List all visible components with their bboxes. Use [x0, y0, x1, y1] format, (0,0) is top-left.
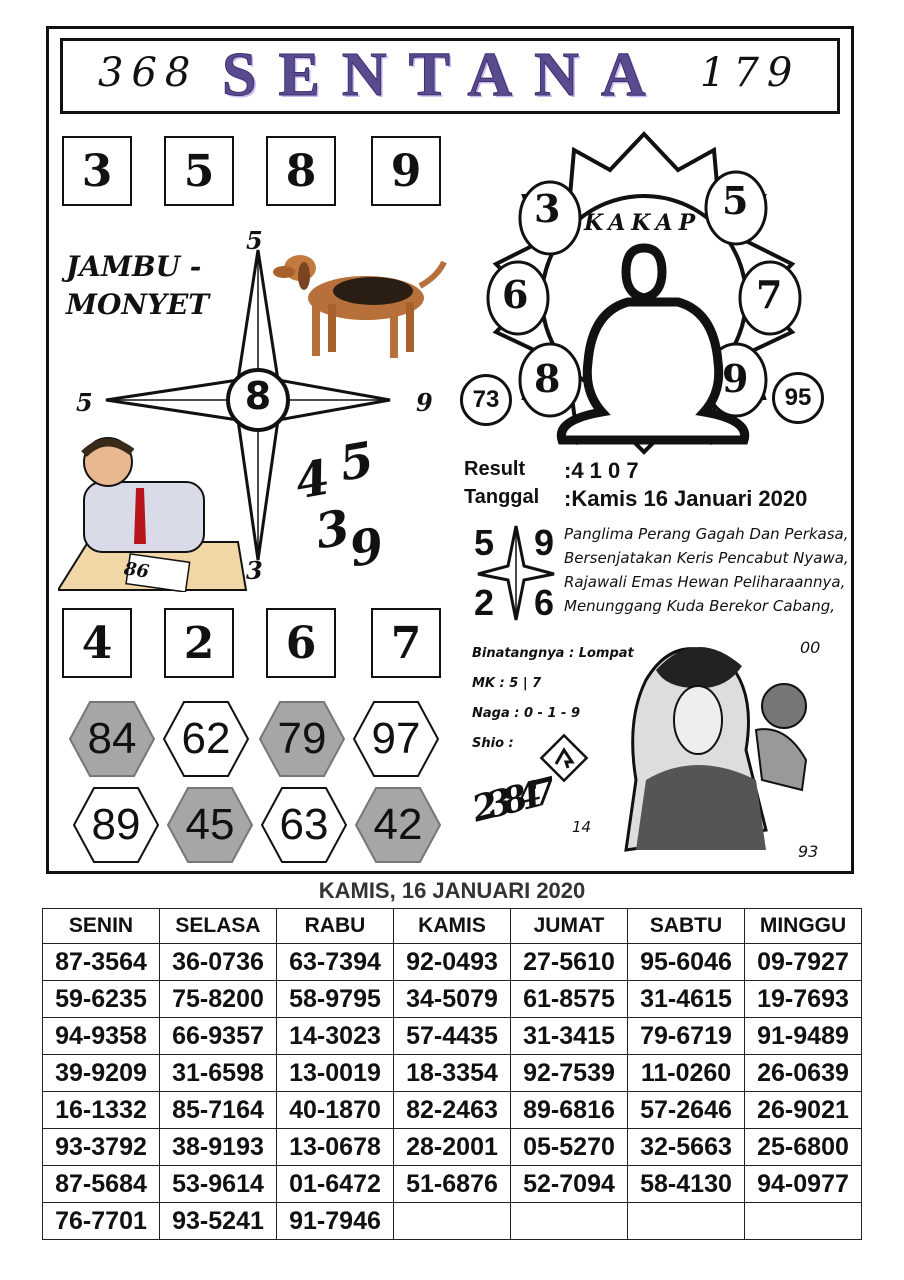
- hex-number: [162, 700, 250, 778]
- poem: [564, 522, 849, 618]
- table-cell: 16-1332: [43, 1092, 160, 1129]
- bottom-number-box: 2: [164, 608, 234, 678]
- shio-label: JAMBU - MONYET: [66, 250, 210, 321]
- table-cell: 09-7927: [745, 944, 862, 981]
- column-header: JUMAT: [511, 909, 628, 944]
- small-star-number: 9: [534, 522, 555, 563]
- table-cell: 01-6472: [277, 1166, 394, 1203]
- column-header: SELASA: [160, 909, 277, 944]
- table-cell: 51-6876: [394, 1166, 511, 1203]
- table-caption: KAMIS, 16 JANUARI 2020: [318, 878, 586, 903]
- table-row: [43, 1203, 862, 1240]
- table-cell: 31-6598: [160, 1055, 277, 1092]
- handwritten-digit: 5: [335, 431, 379, 493]
- top-number-box: 3: [62, 136, 132, 206]
- table-cell: 95-6046: [628, 944, 745, 981]
- table-row: [43, 1166, 862, 1203]
- worried-man-icon: [58, 432, 248, 592]
- star-bottom-number: 3: [246, 556, 263, 585]
- page-title: SENTANA: [222, 41, 668, 109]
- small-number-93: 93: [798, 842, 819, 861]
- petal-number: 7: [756, 272, 783, 317]
- table-cell: [745, 1203, 862, 1240]
- small-star-number: 5: [474, 522, 495, 563]
- table-row: [43, 944, 862, 981]
- hex-value: 45: [185, 800, 235, 849]
- table-cell: 34-5079: [394, 981, 511, 1018]
- hex-value: 79: [277, 714, 327, 763]
- handwritten-digit: 4: [291, 449, 335, 511]
- dog-icon: [268, 236, 448, 366]
- table-cell: 25-6800: [745, 1129, 862, 1166]
- header-right-number: 179: [700, 50, 801, 96]
- small-number-00: 00: [800, 638, 821, 657]
- poem-line: Bersenjatakan Keris Pencabut Nyawa,: [564, 549, 849, 567]
- table-cell: [511, 1203, 628, 1240]
- small-star-number: 6: [534, 582, 555, 623]
- table-row: [43, 1092, 862, 1129]
- small-star-number: 2: [474, 582, 495, 623]
- star-top-number: 5: [246, 226, 263, 255]
- table-cell: 53-9614: [160, 1166, 277, 1203]
- top-number-box: 5: [164, 136, 234, 206]
- table-cell: 26-9021: [745, 1092, 862, 1129]
- top-number-box: 8: [266, 136, 336, 206]
- info-naga: Naga : 0 - 1 - 9: [472, 706, 581, 721]
- petal-number: 8: [534, 356, 561, 401]
- table-cell: 59-6235: [43, 981, 160, 1018]
- table-cell: 57-4435: [394, 1018, 511, 1055]
- table-cell: [628, 1203, 745, 1240]
- header-left-number: 368: [98, 50, 199, 96]
- table-cell: 91-7946: [277, 1203, 394, 1240]
- table-cell: 39-9209: [43, 1055, 160, 1092]
- table-cell: 28-2001: [394, 1129, 511, 1166]
- table-cell: 32-5663: [628, 1129, 745, 1166]
- shio-symbol-icon: [538, 732, 590, 784]
- table-header-row: [43, 909, 862, 944]
- table-cell: 40-1870: [277, 1092, 394, 1129]
- table-cell: 19-7693: [745, 981, 862, 1018]
- hex-number: [68, 700, 156, 778]
- table-row: [43, 1018, 862, 1055]
- star-left-number: 5: [76, 388, 93, 417]
- hex-number: [352, 700, 440, 778]
- bottom-number-box: 6: [266, 608, 336, 678]
- table-row: [43, 1055, 862, 1092]
- table-cell: 79-6719: [628, 1018, 745, 1055]
- hex-number: [260, 786, 348, 864]
- table-cell: 58-4130: [628, 1166, 745, 1203]
- scribble-number: 23847: [468, 771, 552, 831]
- petal-number: 6: [502, 272, 529, 317]
- table-row: [43, 981, 862, 1018]
- table-cell: 13-0678: [277, 1129, 394, 1166]
- date-label: Tanggal: [464, 486, 540, 508]
- info-shio: Shio :: [472, 736, 514, 751]
- handwritten-digit: 9: [345, 517, 389, 579]
- table-cell: 31-4615: [628, 981, 745, 1018]
- table-cell: 58-9795: [277, 981, 394, 1018]
- left-circle-number: 73: [460, 374, 512, 426]
- handwritten-digit: 3: [311, 499, 355, 561]
- table-cell: 27-5610: [511, 944, 628, 981]
- date-value: :Kamis 16 Januari 2020: [564, 486, 808, 511]
- table-cell: 82-2463: [394, 1092, 511, 1129]
- table-cell: 87-3564: [43, 944, 160, 981]
- petal-number: 9: [722, 356, 749, 401]
- bottom-number-box: 7: [371, 608, 441, 678]
- hex-number: [72, 786, 160, 864]
- hex-value: 84: [87, 714, 137, 763]
- star-right-number: 9: [416, 388, 433, 417]
- table-cell: [394, 1203, 511, 1240]
- table-cell: 85-7164: [160, 1092, 277, 1129]
- poem-line: Rajawali Emas Hewan Peliharaannya,: [564, 573, 846, 591]
- petal-number: 5: [722, 178, 749, 223]
- table-cell: 57-2646: [628, 1092, 745, 1129]
- table-cell: 89-6816: [511, 1092, 628, 1129]
- table-cell: 94-9358: [43, 1018, 160, 1055]
- table-cell: 87-5684: [43, 1166, 160, 1203]
- top-number-box: 9: [371, 136, 441, 206]
- hex-value: 62: [181, 714, 231, 763]
- column-header: SENIN: [43, 909, 160, 944]
- table-cell: 76-7701: [43, 1203, 160, 1240]
- table-cell: 91-9489: [745, 1018, 862, 1055]
- column-header: MINGGU: [745, 909, 862, 944]
- table-cell: 38-9193: [160, 1129, 277, 1166]
- lotus-label: KAKAP: [584, 210, 702, 236]
- info-mk: MK : 5 | 7: [472, 676, 542, 691]
- info-binatang: Binatangnya : Lompat: [472, 646, 634, 661]
- warrior-icon: [606, 630, 819, 861]
- hex-value: 42: [373, 800, 423, 849]
- table-cell: 93-3792: [43, 1129, 160, 1166]
- table-row: [43, 1129, 862, 1166]
- table-cell: 26-0639: [745, 1055, 862, 1092]
- results-table: [42, 908, 862, 1240]
- hex-number: [354, 786, 442, 864]
- table-cell: 05-5270: [511, 1129, 628, 1166]
- hex-value: 63: [279, 800, 329, 849]
- poem-line: Menunggang Kuda Berekor Cabang,: [564, 597, 836, 615]
- table-cell: 61-8575: [511, 981, 628, 1018]
- hex-value: 97: [371, 714, 421, 763]
- column-header: SABTU: [628, 909, 745, 944]
- poem-line: Panglima Perang Gagah Dan Perkasa,: [564, 525, 849, 543]
- table-cell: 63-7394: [277, 944, 394, 981]
- table-cell: 92-0493: [394, 944, 511, 981]
- table-cell: 11-0260: [628, 1055, 745, 1092]
- table-cell: 18-3354: [394, 1055, 511, 1092]
- column-header: RABU: [277, 909, 394, 944]
- hex-number: [166, 786, 254, 864]
- table-cell: 13-0019: [277, 1055, 394, 1092]
- table-cell: 52-7094: [511, 1166, 628, 1203]
- table-cell: 94-0977: [745, 1166, 862, 1203]
- hex-value: 89: [91, 800, 141, 849]
- table-cell: 92-7539: [511, 1055, 628, 1092]
- table-cell: 93-5241: [160, 1203, 277, 1240]
- result-value: :4 1 0 7: [564, 458, 639, 483]
- table-cell: 75-8200: [160, 981, 277, 1018]
- small-number-14: 14: [572, 818, 592, 836]
- table-cell: 36-0736: [160, 944, 277, 981]
- petal-number: 3: [534, 186, 561, 231]
- paper-number: 86: [122, 558, 151, 583]
- table-cell: 31-3415: [511, 1018, 628, 1055]
- result-label: Result: [464, 458, 526, 480]
- table-cell: 14-3023: [277, 1018, 394, 1055]
- table-cell: 66-9357: [160, 1018, 277, 1055]
- star-center-number: 8: [244, 374, 272, 418]
- right-circle-number: 95: [772, 372, 824, 424]
- column-header: KAMIS: [394, 909, 511, 944]
- hex-number: [258, 700, 346, 778]
- bottom-number-box: 4: [62, 608, 132, 678]
